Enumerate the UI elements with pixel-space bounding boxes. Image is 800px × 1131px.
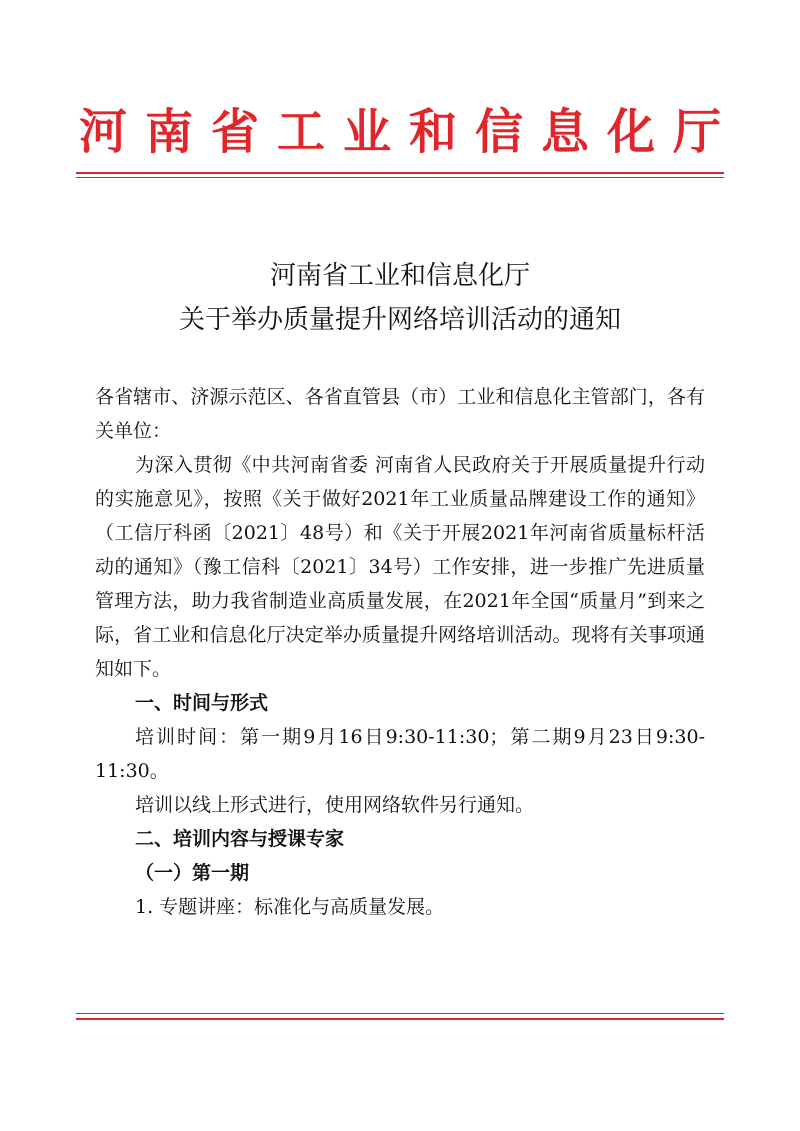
header-rule-thin (76, 177, 724, 178)
footer-rule-thin (76, 1013, 724, 1014)
document-title (0, 254, 800, 342)
agency-header: 河南省工业和信息化厅 (78, 104, 739, 160)
title-line-1: 河南省工业和信息化厅 (269, 261, 530, 291)
section-1-time: 培训时间：第一期9月16日9:30-11:30；第二期9月23日9:30-11:30。 (95, 726, 705, 782)
document-body (95, 380, 705, 924)
intro-paragraph: 为深入贯彻《中共河南省委 河南省人民政府关于开展质量提升行动的实施意见》，按照《关于做好2021年工业质量品牌建设工作的通知》（工信厅科函〔2021〕48号）和《关于开展2021年河南省质量标杆活动的通知》（豫工信科〔2021〕34号）工作安排，进一步推广先进质量管理方法，助力我省制造业高质量发展，在2021年全国“质量月”到来之际，省工业和信息化厅决定举办质量提升网络培训活动。现将有关事项通知如下。 (95, 454, 705, 680)
addressee: 各省辖市、济源示范区、各省直管县（市）工业和信息化主管部门，各有关单位： (95, 386, 705, 442)
header-rule-thick (76, 172, 724, 174)
section-2-item-1: 1. 专题讲座：标准化与高质量发展。 (135, 896, 445, 918)
title-line-2: 关于举办质量提升网络培训活动的通知 (178, 305, 621, 335)
section-2-subheading: （一）第一期 (135, 862, 250, 884)
section-1-format: 培训以线上形式进行，使用网络软件另行通知。 (135, 794, 535, 816)
footer-rule-thick (76, 1018, 724, 1020)
section-1-heading: 一、时间与形式 (135, 692, 269, 714)
section-2-heading: 二、培训内容与授课专家 (135, 828, 345, 850)
